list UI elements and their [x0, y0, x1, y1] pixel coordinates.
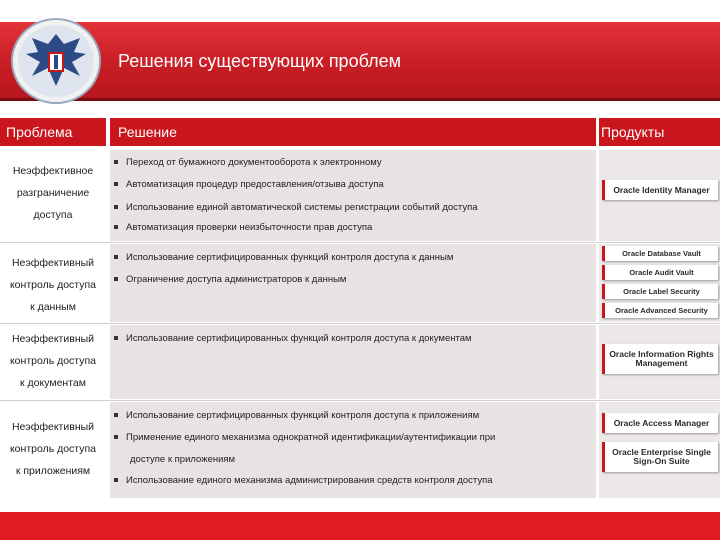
table-row [0, 402, 720, 498]
row-divider [0, 323, 720, 324]
problem-line: контроль доступа [9, 355, 97, 367]
solution-cell [110, 325, 596, 399]
problem-line: доступа [33, 209, 73, 221]
solution-item: Автоматизация процедур предоставления/отзыва доступа [114, 179, 384, 190]
solution-item-continuation: доступе к приложениям [130, 454, 236, 465]
product-badge: Oracle Information Rights Management [602, 344, 718, 374]
column-header-solution: Решение [110, 118, 596, 146]
problem-line: Неэффективный [11, 421, 95, 433]
column-header-problem: Проблема [0, 118, 106, 146]
product-badge: Oracle Identity Manager [602, 180, 718, 200]
solution-item: Использование сертифицированных функций контроля доступа к документам [114, 333, 472, 344]
problem-line: Неэффективный [11, 257, 95, 269]
problem-line: контроль доступа [9, 279, 97, 291]
solution-item: Применение единого механизма однократной идентификации/аутентификации при [114, 432, 495, 443]
row-divider [0, 242, 720, 243]
row-divider [0, 400, 720, 401]
problem-cell [0, 160, 106, 226]
products-cell [599, 325, 720, 399]
problem-line: к данным [30, 301, 76, 313]
product-badge: Oracle Access Manager [602, 413, 718, 433]
table-row [0, 325, 720, 399]
solution-cell [110, 402, 596, 498]
table-row [0, 150, 720, 241]
solution-cell [110, 150, 596, 241]
problem-line: разграничение [16, 187, 90, 199]
product-badge: Oracle Label Security [602, 284, 718, 299]
solution-item: Использование сертифицированных функций контроля доступа к данным [114, 252, 453, 263]
solution-item: Автоматизация проверки неизбыточности прав доступа [114, 222, 372, 233]
solution-item: Использование сертифицированных функций контроля доступа к приложениям [114, 410, 479, 421]
solution-item: Переход от бумажного документооборота к электронному [114, 157, 382, 168]
eagle-emblem-icon [10, 18, 102, 104]
problem-line: Неэффективное [12, 165, 94, 177]
solution-item: Ограничение доступа администраторов к данным [114, 274, 346, 285]
product-badge: Oracle Audit Vault [602, 265, 718, 280]
problem-cell [0, 328, 106, 394]
products-cell [599, 244, 720, 322]
problem-line: Неэффективный [11, 333, 95, 345]
footer-band [0, 512, 720, 540]
column-header-products: Продукты [599, 118, 720, 146]
solution-item: Использование единого механизма администрирования средств контроля доступа [114, 475, 493, 486]
table-row [0, 244, 720, 322]
page-title: Решения существующих проблем [118, 51, 401, 71]
products-cell [599, 150, 720, 241]
problem-cell [0, 416, 106, 482]
solution-cell [110, 244, 596, 322]
problem-line: к документам [20, 377, 86, 389]
products-cell [599, 402, 720, 498]
product-badge: Oracle Database Vault [602, 246, 718, 261]
problem-line: контроль доступа [9, 443, 97, 455]
title-banner-underline [0, 98, 720, 101]
product-badge: Oracle Enterprise Single Sign-On Suite [602, 442, 718, 472]
product-badge: Oracle Advanced Security [602, 303, 718, 318]
solution-item: Использование единой автоматической системы регистрации событий доступа [114, 202, 478, 213]
problem-line: к приложениям [15, 465, 91, 477]
problem-cell [0, 252, 106, 318]
